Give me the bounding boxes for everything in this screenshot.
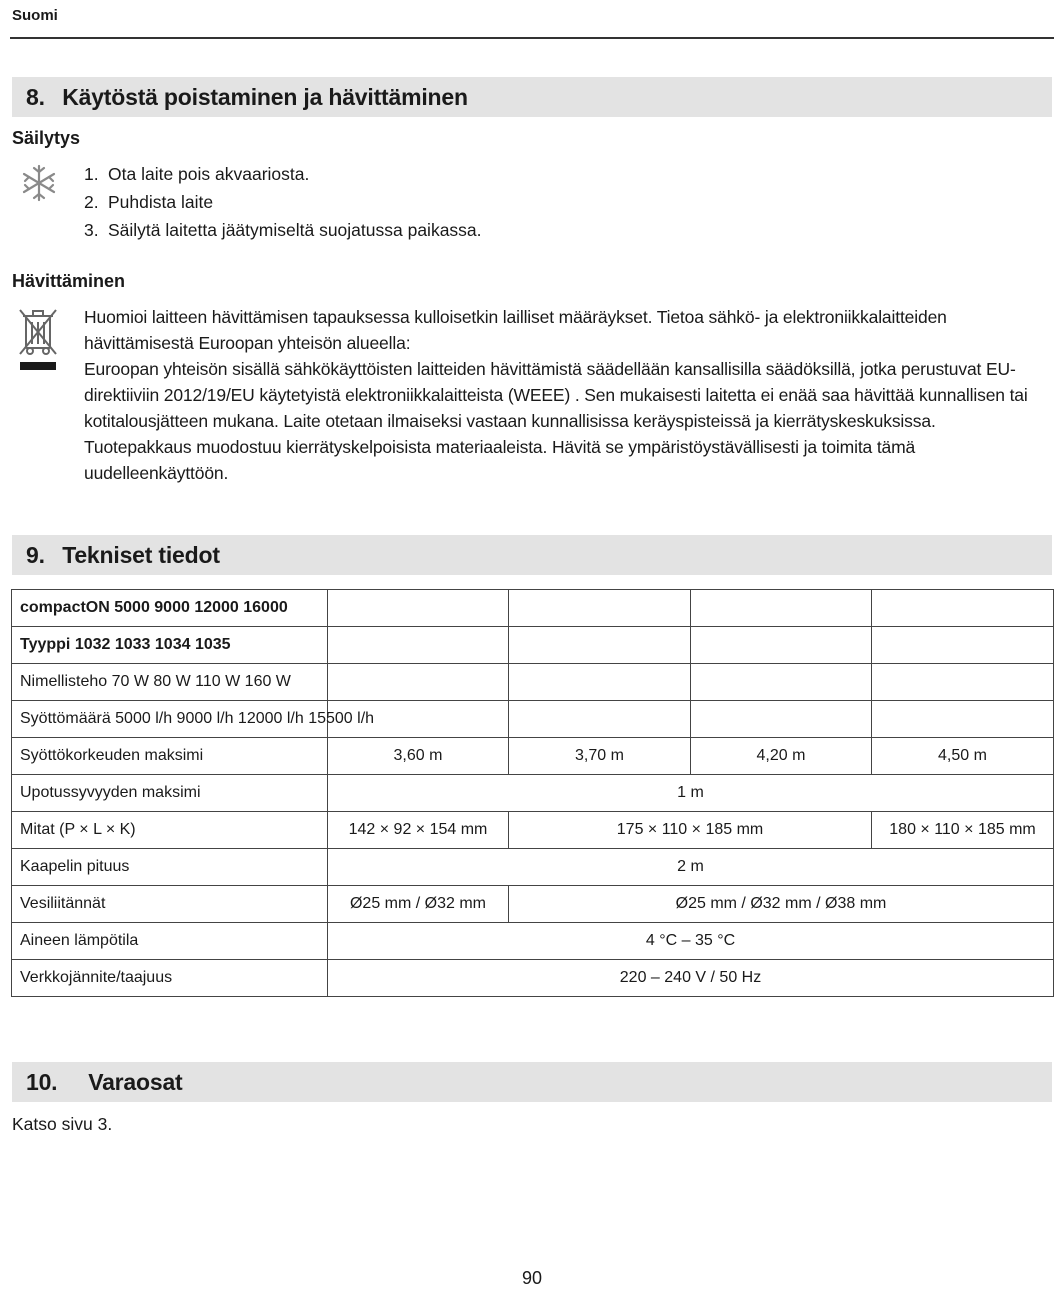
table-row [12, 849, 1054, 886]
head-value: 4,20 m [691, 738, 872, 775]
table-row [12, 738, 1054, 775]
section-10-number: 10. [26, 1069, 58, 1095]
connections-label: Vesiliitännät [12, 886, 328, 923]
disposal-paragraph-2: Euroopan yhteisön sisällä sähkökäyttöisten laitteiden hävittämistä säädellään kansallisilla säädöksillä, jotka perustuvat EU-direktiiviin 2012/19/EU käytetyistä elektroniikkalaitteista (WEEE) . Sen mukaisesti laitetta ei enää saa hävittää kunnallisen tai kotitalousjätteen mukana. Laite otetaan ilmaiseksi vastaan kunnallisissa keräyspisteissä ja kierrätyskeskuksissa. Tuotepakkaus muodostuu kierrätyskelpoisista materiaaleista. Hävitä se ympäristöystävällisesti ja toimita tämä uudelleenkäyttöön. [84, 359, 1028, 483]
head-label: Syöttökorkeuden maksimi [12, 738, 328, 775]
section-8-title: Käytöstä poistaminen ja hävittäminen [62, 84, 468, 110]
table-row [12, 775, 1054, 812]
dims-label: Mitat (P × L × K) [12, 812, 328, 849]
disposal-heading: Hävittäminen [12, 271, 126, 291]
cable-label: Kaapelin pituus [12, 849, 328, 886]
table-row [12, 627, 1054, 664]
connections-value: Ø25 mm / Ø32 mm [328, 886, 509, 923]
depth-value: 1 m [328, 775, 1054, 812]
depth-label: Upotussyvyyden maksimi [12, 775, 328, 812]
head-value: 4,50 m [872, 738, 1054, 775]
connections-value: Ø25 mm / Ø32 mm / Ø38 mm [509, 886, 1054, 923]
mains-label: Verkkojännite/taajuus [12, 960, 328, 997]
crossed-out-bin-icon [16, 306, 60, 372]
table-row [12, 812, 1054, 849]
flow-row-cell: Syöttömäärä 5000 l/h 9000 l/h 12000 l/h 15500 l/h [12, 701, 328, 738]
storage-heading: Säilytys [12, 128, 81, 148]
mains-value: 220 – 240 V / 50 Hz [328, 960, 1054, 997]
dims-value: 180 × 110 × 185 mm [872, 812, 1054, 849]
list-item: 2. Puhdista laite [84, 192, 214, 212]
section-9-title: Tekniset tiedot [62, 542, 220, 568]
table-row [12, 886, 1054, 923]
table-row [12, 664, 1054, 701]
list-item: 3. Säilytä laitetta jäätymiseltä suojatussa paikassa. [84, 220, 482, 240]
header-divider [10, 37, 1054, 39]
section-9-heading [12, 535, 1052, 575]
disposal-paragraph-1: Huomioi laitteen hävittämisen tapauksessa kulloisetkin lailliset määräykset. Tietoa sähkö- ja elektroniikkalaitteiden hävittämisestä Euroopan yhteisön alueella: [84, 307, 947, 353]
section-8-heading [12, 77, 1052, 117]
section-10-title: Varaosat [88, 1069, 183, 1095]
list-item: 1. Ota laite pois akvaariosta. [84, 164, 310, 184]
table-row [12, 701, 1054, 738]
table-row [12, 590, 1054, 627]
section-10-heading [12, 1062, 1052, 1102]
spare-parts-text: Katso sivu 3. [12, 1114, 113, 1134]
model-row-cell: compactON 5000 9000 12000 16000 [12, 590, 328, 627]
table-row [12, 923, 1054, 960]
head-value: 3,70 m [509, 738, 691, 775]
page-number: 90 [521, 1268, 543, 1288]
spec-table [11, 589, 1054, 997]
cable-value: 2 m [328, 849, 1054, 886]
language-label: Suomi [12, 7, 58, 24]
dims-value: 175 × 110 × 185 mm [509, 812, 872, 849]
head-value: 3,60 m [328, 738, 509, 775]
storage-steps [84, 160, 482, 244]
temperature-value: 4 °C – 35 °C [328, 923, 1054, 960]
section-8-number: 8. [26, 84, 45, 110]
dims-value: 142 × 92 × 154 mm [328, 812, 509, 849]
temperature-label: Aineen lämpötila [12, 923, 328, 960]
table-row [12, 960, 1054, 997]
type-row-cell: Tyyppi 1032 1033 1034 1035 [12, 627, 328, 664]
snowflake-icon [20, 164, 58, 202]
section-9-number: 9. [26, 542, 45, 568]
power-row-cell: Nimellisteho 70 W 80 W 110 W 160 W [12, 664, 328, 701]
